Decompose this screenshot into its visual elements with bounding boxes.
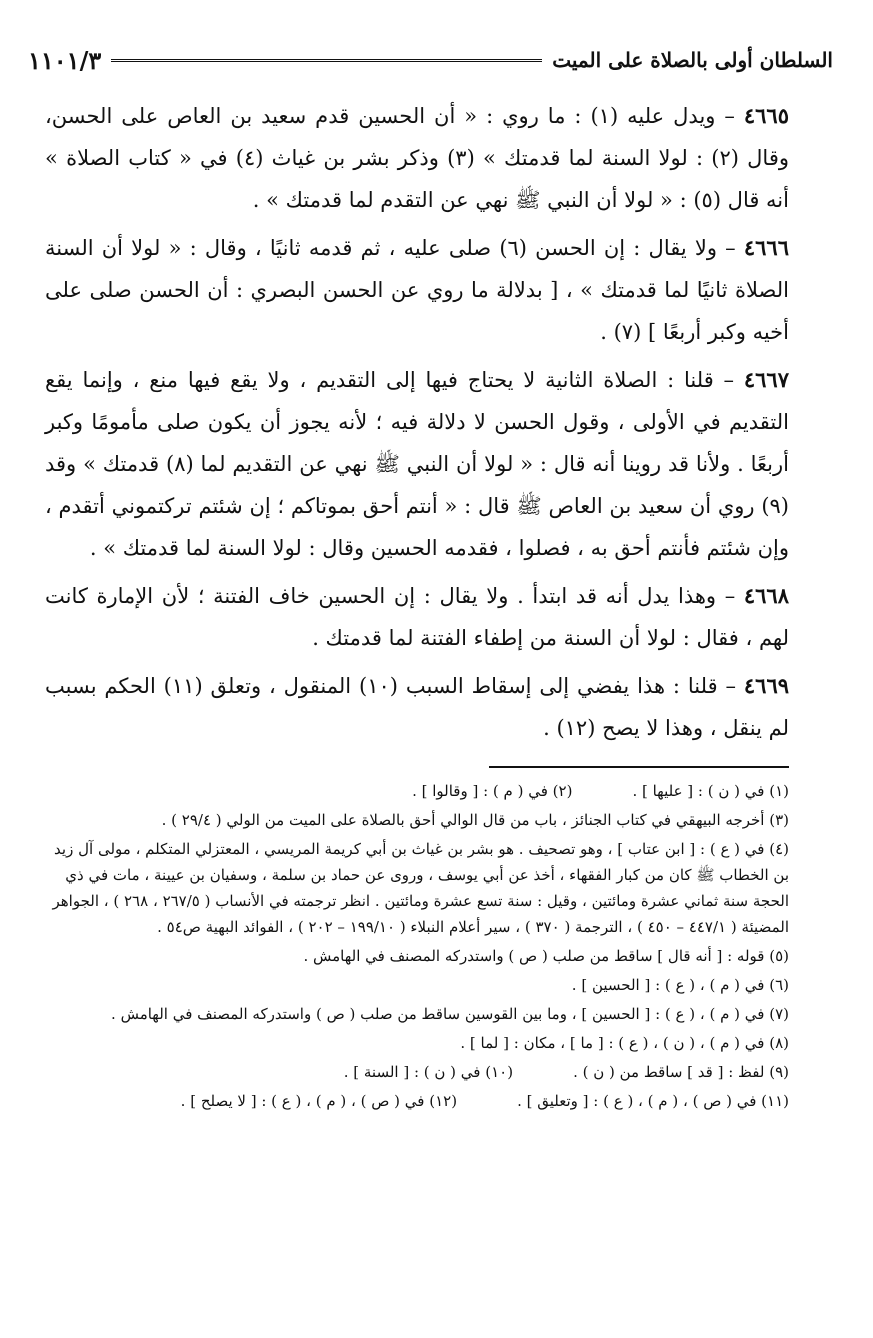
footnote-5: (٥) قوله : [ أنه قال ] ساقط من صلب ( ص ) واستدركه المصنف في الهامش .: [303, 947, 789, 965]
paragraph-number: ٤٦٦٩: [743, 673, 790, 698]
footnote-10: (١٠) في ( ن ) : [ السنة ] .: [343, 1063, 514, 1081]
paragraph-4666: [45, 227, 789, 353]
footnote-row: [45, 1059, 789, 1085]
footnote-8: (٨) في ( م ) ، ( ن ) ، ( ع ) : [ ما ] ، مكان : [ لما ] .: [460, 1034, 789, 1052]
footnote-11: (١١) في ( ص ) ، ( م ) ، ( ع ) : [ وتعليق ] .: [517, 1092, 789, 1110]
chapter-title: السلطان أولى بالصلاة على الميت: [552, 48, 833, 72]
paragraph-4665: [45, 95, 789, 221]
paragraph-text: – ويدل عليه (١) : ما روي : « أن الحسين قدم سعيد بن العاص على الحسن، وقال (٢) : لولا السنة لما قدمتك » (٣) وذكر بشر بن غياث (٤) في « كتاب الصلاة » أنه قال (٥) : « لولا أن النبي ﷺ نهي عن التقدم لما قدمتك » .: [45, 104, 789, 212]
footnote-row: [45, 1088, 789, 1114]
paragraph-4667: [45, 359, 789, 569]
footnote-2: (٢) في ( م ) : [ وقالوا ] .: [412, 782, 573, 800]
footnote-row: [45, 778, 789, 804]
footnote-gap: [513, 1059, 573, 1085]
footnote-7: (٧) في ( م ) ، ( ع ) : [ الحسين ] ، وما بين القوسين ساقط من صلب ( ص ) واستدركه المصنف في الهامش .: [111, 1005, 789, 1023]
paragraph-number: ٤٦٦٨: [743, 583, 789, 608]
paragraph-text: – قلنا : الصلاة الثانية لا يحتاج فيها إلى التقديم ، ولا يقع فيها منع ، وإنما يقع التقديم في الأولى ، وقول الحسن لا دلالة فيه ؛ لأنه يجوز أن يكون صلى مأمومًا وكبر أربعًا . ولأنا قد روينا أنه قال : « لولا أن النبي ﷺ نهي عن التقديم لما (٨) قدمتك » وقد (٩) روي أن سعيد بن العاص ﷺ قال : « أنتم أحق بموتاكم ؛ إن شئتم تركتموني أتقدم ، وإن شئتم فأنتم أحق به ، فصلوا ، فقدمه الحسين وقال : لولا السنة لما قدمتك » .: [45, 368, 789, 560]
footnote-4: (٤) في ( ع ) : [ ابن عتاب ] ، وهو تصحيف . هو بشر بن غياث بن أبي كريمة المريسي ، المعتزلي المتكلم ، مولى آل زيد بن الخطاب ﷺ كان من كبار الفقهاء ، أخذ عن أبي يوسف ، وروى عن حماد بن سلمة ، وسفيان بن عيينة ، مات في ذي الحجة سنة ثماني عشرة ومائتين ، وقيل : سنة تسع عشرة ومائتين . انظر ترجمته في الأنساب ( ٢٦٧/٥ ، ٢٦٨ ) ، الجواهر المضيئة ( ٤٤٧/١ – ٤٥٠ ) ، الترجمة ( ٣٧٠ ) ، سير أعلام النبلاء ( ١٩٩/١٠ – ٢٠٢ ) ، الفوائد البهية ص٥٤ .: [52, 840, 789, 936]
paragraph-4669: [45, 665, 789, 749]
footnote-3: (٣) أخرجه البيهقي في كتاب الجنائز ، باب من قال الوالي أحق بالصلاة على الميت من الولي ( ٢٩/٤ ) .: [161, 811, 789, 829]
page-number: ١١٠١/٣: [28, 45, 102, 75]
main-text: [45, 95, 789, 755]
paragraph-number: ٤٦٦٦: [743, 235, 789, 260]
footnote-gap: [572, 778, 632, 804]
footnote-9: (٩) لفظ : [ قد ] ساقط من ( ن ) .: [573, 1063, 789, 1081]
footnote-separator: [489, 766, 789, 768]
footnote-6: (٦) في ( م ) ، ( ع ) : [ الحسين ] .: [571, 976, 789, 994]
paragraph-text: – وهذا يدل أنه قد ابتدأ . ولا يقال : إن الحسين خاف الفتنة ؛ لأن الإمارة كانت لهم ، فقال : لولا أن السنة من إطفاء الفتنة لما قدمتك .: [45, 584, 789, 650]
header-rule: [111, 59, 542, 62]
paragraph-number: ٤٦٦٥: [743, 103, 789, 128]
footnotes: [45, 778, 789, 1117]
running-header: [28, 40, 833, 80]
paragraph-text: – ولا يقال : إن الحسن (٦) صلى عليه ، ثم قدمه ثانيًا ، وقال : « لولا أن السنة الصلاة ثانيًا لما قدمتك » ، [ بدلالة ما روي عن الحسن البصري : أن الحسن صلى على أخيه وكبر أربعًا ] (٧) .: [45, 236, 789, 344]
footnote-1: (١) في ( ن ) : [ عليها ] .: [632, 782, 789, 800]
paragraph-text: – قلنا : هذا يفضي إلى إسقاط السبب (١٠) المنقول ، وتعلق (١١) الحكم بسبب لم ينقل ، وهذا لا يصح (١٢) .: [45, 674, 789, 740]
footnote-gap: [457, 1088, 517, 1114]
footnote-12: (١٢) في ( ص ) ، ( م ) ، ( ع ) : [ لا يصلح ] .: [180, 1092, 458, 1110]
paragraph-number: ٤٦٦٧: [743, 367, 789, 392]
paragraph-4668: [45, 575, 789, 659]
